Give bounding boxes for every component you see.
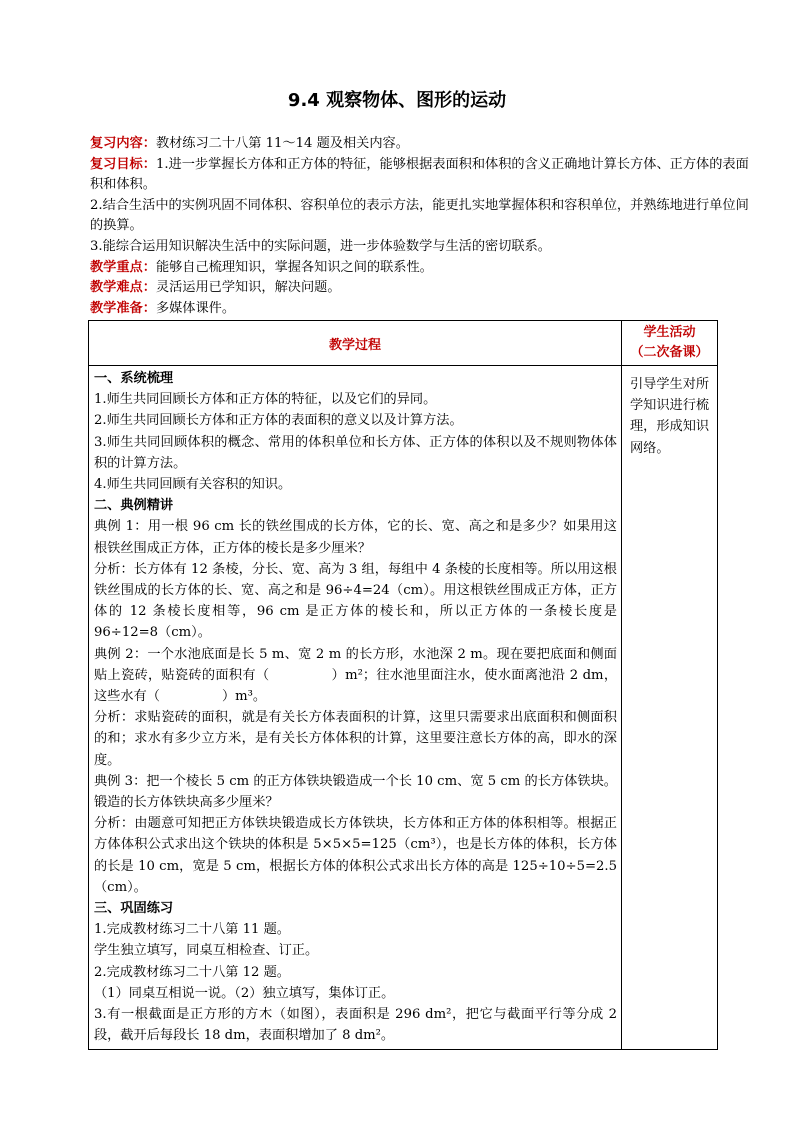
example-1: 典例 1：用一根 96 cm 长的铁丝围成的长方体，它的长、宽、高之和是多少？如果用这根铁丝围成正方体，正方体的棱长是多少厘米？ <box>94 519 617 556</box>
review-goal <box>90 155 750 196</box>
section-heading-3: 三、巩固练习 <box>94 901 174 917</box>
teaching-difficulty-label: 教学难点： <box>90 280 156 296</box>
teaching-key <box>90 258 750 279</box>
student-activity-cell <box>622 366 718 1050</box>
review-overview <box>90 134 750 319</box>
header-process: 教学过程 <box>328 337 381 353</box>
header-student: 学生活动 <box>643 325 696 340</box>
teaching-prep <box>90 299 750 320</box>
review-item-4: 4.师生共同回顾有关容积的知识。 <box>94 477 292 493</box>
example-2-part-a: 典例 2：一个水池底面是长 5 m、宽 2 m 的长方形，水池深 2 m。现在要把底面和侧面贴上瓷砖，贴瓷砖的面积有（ <box>94 646 617 683</box>
review-item-3: 3.师生共同回顾体积的概念、常用的体积单位和长方体、正方体的体积以及不规则物体体积的计算方法。 <box>94 434 617 471</box>
review-content-label: 复习内容： <box>90 136 156 151</box>
example-2 <box>94 644 617 708</box>
review-item-2: 2.师生共同回顾长方体和正方体的表面积的意义以及计算方法。 <box>94 413 463 429</box>
review-goal-label: 复习目标： <box>90 156 156 172</box>
example-3: 典例 3：把一个棱长 5 cm 的正方体铁块锻造成一个长 10 cm、宽 5 cm 的长方体铁块。锻造的长方体铁块高多少厘米？ <box>94 773 617 811</box>
review-content <box>90 134 750 155</box>
review-goal-2: 2.结合生活中的实例巩固不同体积、容积单位的表示方法，能更扎实地掌握体积和容积单位，并熟练地进行单位间的换算。 <box>90 197 749 234</box>
review-item-1: 1.师生共同回顾长方体和正方体的特征，以及它们的异同。 <box>94 392 437 408</box>
student-activity-note: 引导学生对所学知识进行梳理，形成知识网络。 <box>630 377 710 456</box>
process-cell <box>89 366 622 1050</box>
practice-1-note: 学生独立填写，同桌互相检查、订正。 <box>94 943 319 959</box>
teaching-difficulty <box>90 278 750 299</box>
page-title: 9.4 观察物体、图形的运动 <box>287 90 507 111</box>
practice-2: 2.完成教材练习二十八第 12 题。 <box>94 964 290 980</box>
section-heading-2: 二、典例精讲 <box>94 498 174 514</box>
teaching-prep-label: 教学准备： <box>90 300 156 316</box>
review-content-text: 教材练习二十八第 11～14 题及相关内容。 <box>155 136 409 151</box>
header-process-cell <box>89 321 622 366</box>
analysis-3: 分析：由题意可知把正方体铁块锻造成长方体铁块，长方体和正方体的体积相等。根据正方体体积公式求出这个铁块的体积是 5×5×5=125（cm³），也是长方体的体积，长方体的长是 10 cm，宽是 5 cm，根据长方体的体积公式求出长方体的高是 125÷10÷5=2.5（cm）。 <box>94 816 617 895</box>
review-goal-1: 1.进一步掌握长方体和正方体的特征，能够根据表面积和体积的含义正确地计算长方体、正方体的表面积和体积。 <box>90 156 749 193</box>
lesson-table <box>88 320 718 1050</box>
header-student-sub: （二次备课） <box>630 345 709 360</box>
table-body-row <box>89 366 718 1050</box>
teaching-prep-text: 多媒体课件。 <box>155 300 236 316</box>
section-heading-1: 一、系统梳理 <box>94 371 174 386</box>
practice-3: 3.有一根截面是正方形的方木（如图），表面积是 296 dm²，把它与截面平行等分成 2 段，截开后每段长 18 dm，表面积增加了 8 dm²。 <box>94 1007 617 1044</box>
example-2-part-c: ）m³。 <box>221 689 267 705</box>
analysis-2: 分析：求贴瓷砖的面积，就是有关长方体表面积的计算，这里只需要求出底面积和侧面积的和；求水有多少立方米，是有关长方体体积的计算，这里要注意长方体的高，即水的深度。 <box>94 710 617 768</box>
header-student-cell <box>622 321 718 366</box>
example-2-part-b: ）m²；往水池里面注水，使水面离池沿 2 dm，这些水有（ <box>94 667 618 705</box>
teaching-key-label: 教学重点： <box>90 259 156 275</box>
practice-2-note: （1）同桌互相说一说。（2）独立填写，集体订正。 <box>94 985 395 1001</box>
review-goal-3: 3.能综合运用知识解决生活中的实际问题，进一步体验数学与生活的密切联系。 <box>90 238 551 254</box>
teaching-difficulty-text: 灵活运用已学知识，解决问题。 <box>155 280 341 296</box>
table-header-row <box>89 321 718 366</box>
practice-1: 1.完成教材练习二十八第 11 题。 <box>94 922 290 938</box>
analysis-1: 分析：长方体有 12 条棱，分长、宽、高为 3 组，每组中 4 条棱的长度相等。所以用这根铁丝围成的长方体的长、宽、高之和是 96÷4=24（cm）。用这根铁丝围成正方体，正方体的 12 条棱长度相等，96 cm 是正方体的棱长和，所以正方体的一条棱长度是 96÷12=8（cm）。 <box>94 561 617 641</box>
teaching-key-text: 能够自己梳理知识，掌握各知识之间的联系性。 <box>155 259 433 275</box>
